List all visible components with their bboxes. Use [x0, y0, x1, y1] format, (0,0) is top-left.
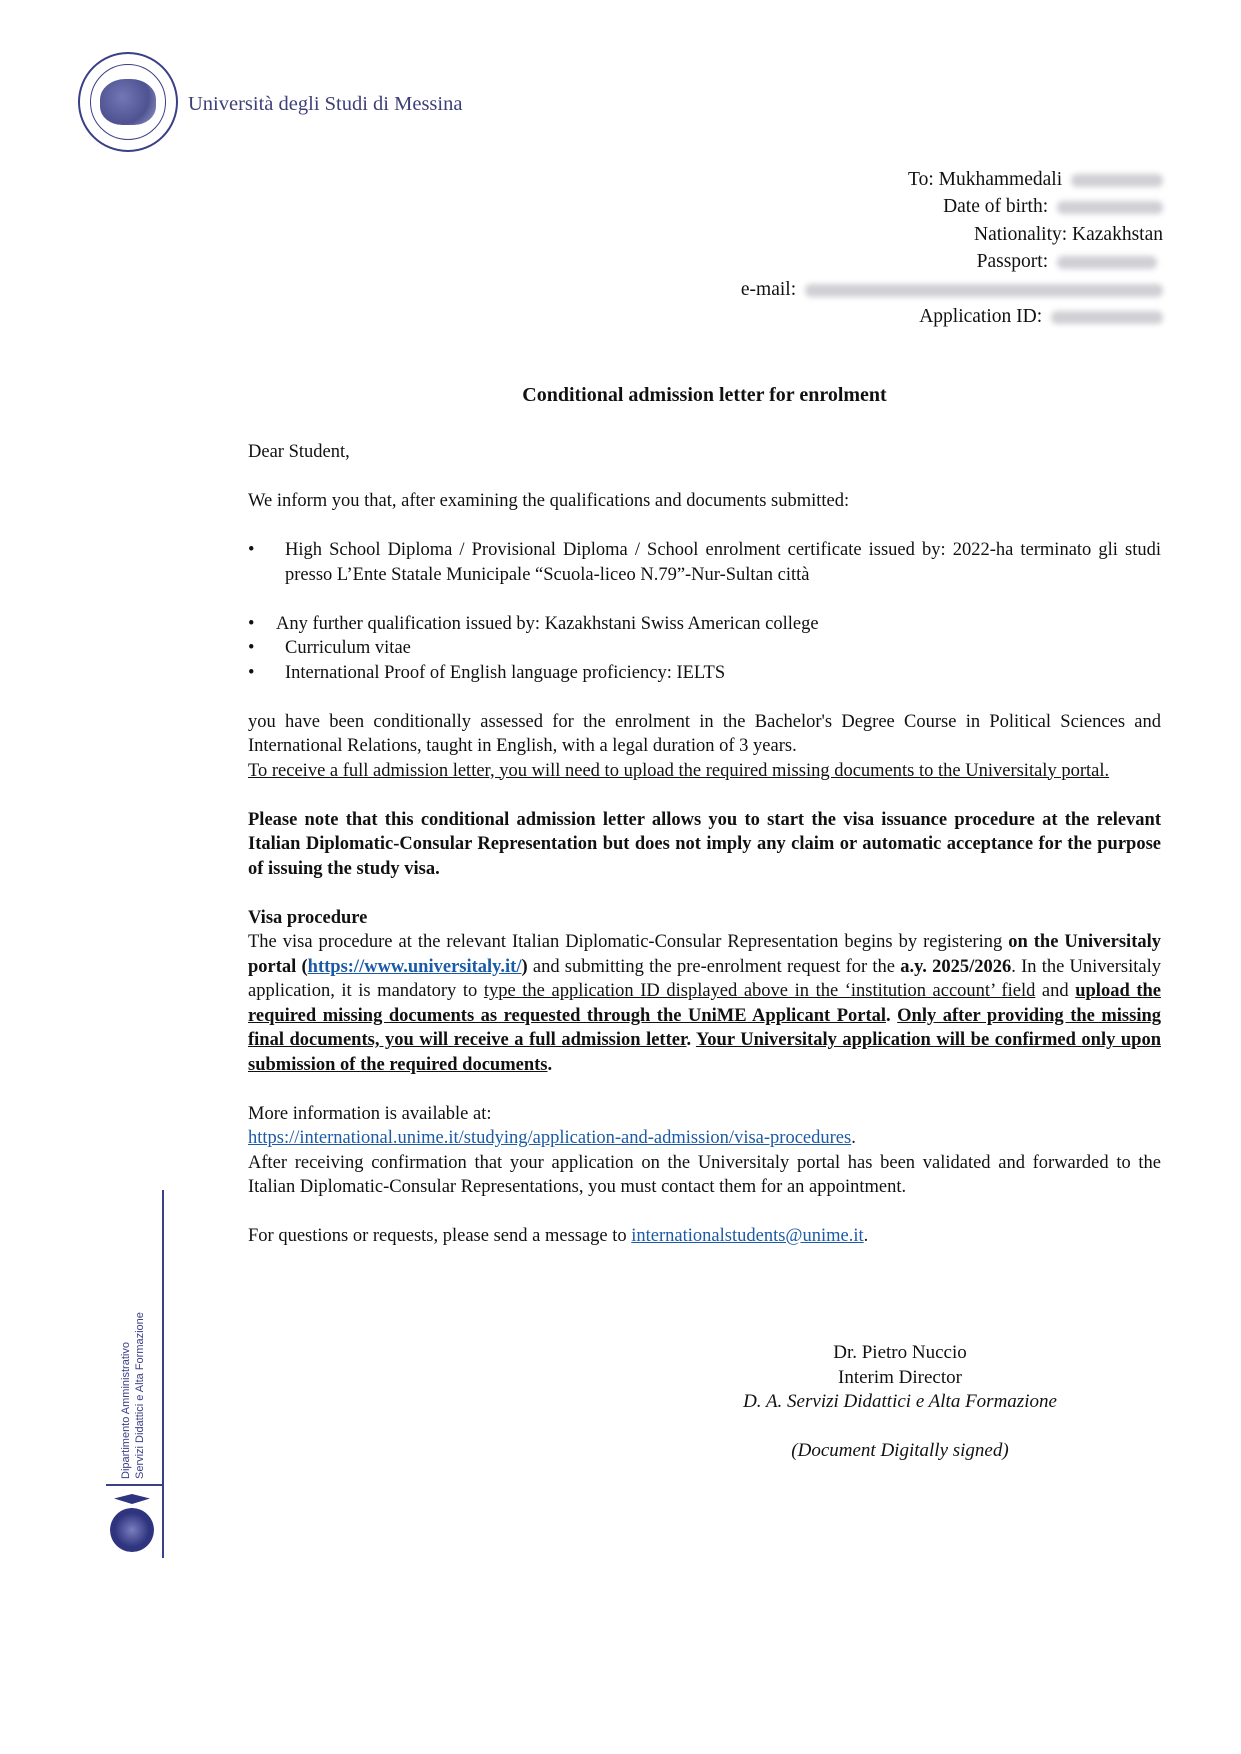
- letter-title: Conditional admission letter for enrolment: [522, 384, 887, 406]
- more-info-line: https://international.unime.it/studying/application-and-admission/visa-procedures.: [248, 1128, 856, 1148]
- sidebar-divider-horizontal: [106, 1484, 162, 1486]
- letter-body: [248, 440, 1161, 1249]
- salutation: Dear Student,: [248, 442, 350, 462]
- recipient-email: e-mail:: [741, 276, 1163, 303]
- redacted-surname: [1071, 174, 1163, 187]
- intro-paragraph: We inform you that, after examining the qualifications and documents submitted:: [248, 491, 850, 511]
- recipient-nationality: Nationality: Kazakhstan: [974, 223, 1163, 245]
- sidebar-divider: [162, 1190, 164, 1558]
- recipient-block: [741, 166, 1163, 330]
- university-seal-icon: [78, 52, 178, 152]
- visa-procedures-link[interactable]: https://international.unime.it/studying/application-and-admission/visa-procedures: [248, 1128, 852, 1148]
- graduation-cap-icon: [114, 1494, 150, 1504]
- visa-heading: Visa procedure: [248, 907, 368, 928]
- assessment-paragraph: you have been conditionally assessed for the enrolment in the Bachelor's Degree Course in Political Sciences and International Relations, taught in English, with a legal duration of 3 years.: [248, 711, 1161, 756]
- recipient-to: To: Mukhammedali: [741, 166, 1163, 193]
- signatory-department: D. A. Servizi Didattici e Alta Formazione: [743, 1391, 1057, 1412]
- contact-email-link[interactable]: internationalstudents@unime.it: [631, 1226, 864, 1246]
- signatory-name: Dr. Pietro Nuccio: [833, 1342, 967, 1363]
- bullet-icon: •: [248, 662, 255, 683]
- signatory-role: Interim Director: [838, 1366, 962, 1388]
- qualification-item: • Curriculum vitae: [248, 636, 1161, 661]
- questions-paragraph: For questions or requests, please send a message to internationalstudents@unime.it.: [248, 1226, 869, 1246]
- recipient-dob: Date of birth:: [741, 193, 1163, 220]
- universitaly-link[interactable]: https://www.universitaly.it/: [307, 956, 522, 977]
- more-info-label: More information is available at:: [248, 1103, 492, 1124]
- bullet-icon: •: [248, 540, 255, 560]
- redacted-dob: [1057, 201, 1163, 214]
- qualification-item: • High School Diploma / Provisional Diploma / School enrolment certificate issued by: 2022-ha terminato gli studi presso L’Ente Statale Municipale “Scuola-liceo N.79”-Nur-Sultan città: [248, 540, 1161, 585]
- department-seal-icon: [110, 1508, 154, 1552]
- signature-block: [700, 1341, 1100, 1464]
- recipient-application-id: Application ID:: [741, 303, 1163, 330]
- visa-paragraph: The visa procedure at the relevant Italian Diplomatic-Consular Representation begins by registering on the Universitaly portal (https://www.universitaly.it/) and submitting the pre-enrolment request for the a.y. 2025/2026. In the Universitaly application, it is mandatory to type the application ID displayed above in the ‘institution account’ field and upload the required missing documents as requested through the UniME Applicant Portal. Only after providing the missing final documents, you will receive a full admission letter. Your Universitaly application will be confirmed only upon submission of the required documents.: [248, 932, 1162, 1075]
- redacted-passport: [1057, 256, 1157, 269]
- qualification-item: • International Proof of English language proficiency: IELTS: [248, 661, 1161, 686]
- department-sidebar-mark: [100, 1190, 170, 1560]
- department-label: Dipartimento Amministrativo Servizi Didattici e Alta Formazione: [120, 1312, 146, 1479]
- letterhead: [78, 52, 462, 152]
- full-admission-note: To receive a full admission letter, you will need to upload the required missing documents to the Universitaly portal.: [248, 760, 1110, 781]
- digital-signature-note: (Document Digitally signed): [791, 1440, 1009, 1461]
- bullet-icon: •: [248, 613, 255, 634]
- university-name: Università degli Studi di Messina: [188, 92, 463, 115]
- qualification-item: • Any further qualification issued by: Kazakhstani Swiss American college: [248, 612, 1161, 637]
- redacted-email: [805, 284, 1163, 297]
- please-note-paragraph: Please note that this conditional admission letter allows you to start the visa issuance procedure at the relevant Italian Diplomatic-Consular Representation but does not imply any claim or automatic acceptance for the purpose of issuing the study visa.: [248, 809, 1161, 879]
- bullet-icon: •: [248, 638, 255, 658]
- redacted-application-id: [1051, 311, 1163, 324]
- after-confirmation-paragraph: After receiving confirmation that your application on the Universitaly portal has been validated and forwarded to the Italian Diplomatic-Consular Representations, you must contact them for an appointment.: [248, 1152, 1161, 1197]
- recipient-passport: Passport:: [741, 248, 1163, 275]
- qualifications-list: [248, 538, 1161, 685]
